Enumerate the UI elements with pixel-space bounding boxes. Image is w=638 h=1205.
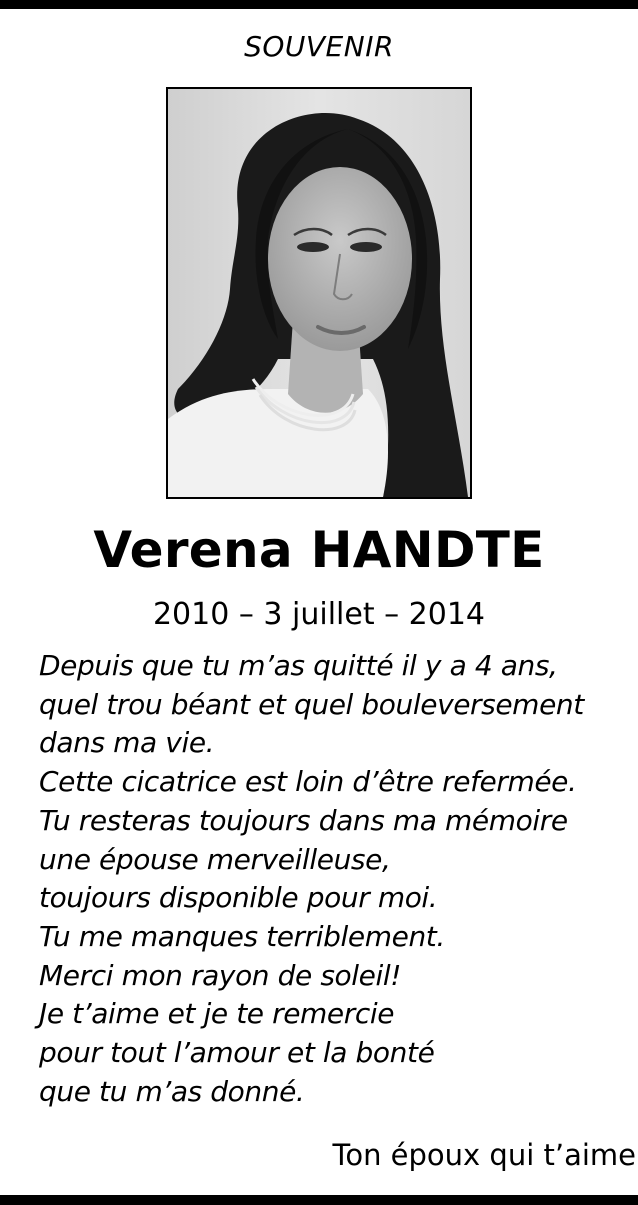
signature: Ton époux qui t’aime — [332, 1138, 636, 1172]
top-border-rule — [0, 0, 638, 9]
verse-line: Tu me manques terriblement. — [39, 919, 445, 953]
verse-line: Cette cicatrice est loin d’être refermée. — [39, 765, 577, 799]
verse-line: pour tout l’amour et la bonté — [39, 1036, 435, 1070]
verse-line: une épouse merveilleuse, — [39, 842, 391, 876]
verse-line: que tu m’as donné. — [39, 1074, 305, 1108]
deceased-name: Verena HANDTE — [93, 521, 545, 579]
verse-line: toujours disponible pour moi. — [39, 881, 438, 915]
verse-line: quel trou béant et quel bouleversement — [39, 687, 584, 721]
verse-line: Tu resteras toujours dans ma mémoire — [39, 803, 568, 837]
notice-heading: SOUVENIR — [244, 30, 394, 63]
verse-line: dans ma vie. — [39, 726, 215, 760]
memorial-verse — [39, 647, 638, 1111]
bottom-border-rule — [0, 1195, 638, 1205]
verse-line: Je t’aime et je te remercie — [39, 997, 395, 1031]
verse-line: Merci mon rayon de soleil! — [39, 958, 402, 992]
verse-line: Depuis que tu m’as quitté il y a 4 ans, — [39, 649, 558, 682]
portrait-photo — [166, 87, 472, 499]
memorial-dates: 2010 – 3 juillet – 2014 — [152, 597, 486, 632]
